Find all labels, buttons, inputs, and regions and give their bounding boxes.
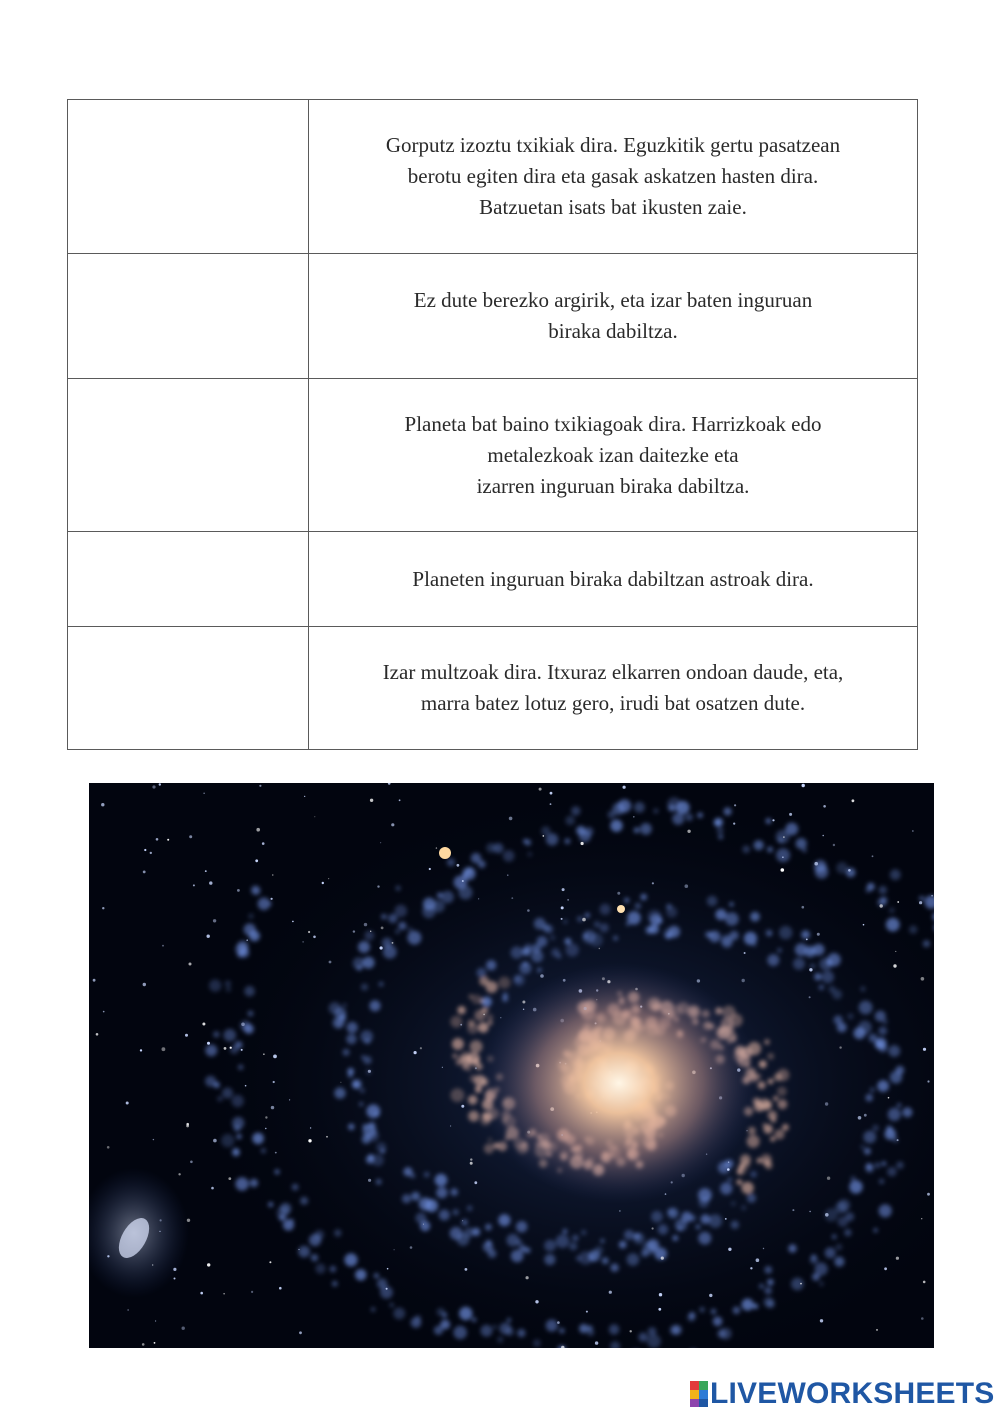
answer-input-3[interactable] <box>68 443 308 468</box>
table-row <box>68 100 918 254</box>
description-cell <box>309 254 918 379</box>
answer-cell[interactable] <box>68 100 309 254</box>
matching-table <box>67 99 918 750</box>
galaxy-image <box>89 783 934 1348</box>
galaxy-illustration <box>89 783 934 1348</box>
description-cell <box>309 100 918 254</box>
answer-cell[interactable] <box>68 532 309 627</box>
answer-input-4[interactable] <box>68 567 308 592</box>
description-text-1: Gorputz izoztu txikiak dira. Eguzkitik gertu pasatzean berotu egiten dira eta gasak askatzen hasten dira. Batzuetan isats bat ikusten zaie. <box>385 133 841 219</box>
description-cell <box>309 379 918 532</box>
answer-input-5[interactable] <box>68 676 308 701</box>
table-row <box>68 379 918 532</box>
answer-cell[interactable] <box>68 627 309 750</box>
answer-input-2[interactable] <box>68 304 308 329</box>
description-cell <box>309 532 918 627</box>
brand-text: LIVEWORKSHEETS <box>710 1377 995 1410</box>
description-cell <box>309 627 918 750</box>
answer-cell[interactable] <box>68 254 309 379</box>
description-text-5: Izar multzoak dira. Itxuraz elkarren ondoan daude, eta, marra batez lotuz gero, irudi bat osatzen dute. <box>382 660 844 715</box>
liveworksheets-logo <box>690 1374 995 1414</box>
answer-input-1[interactable] <box>68 164 308 189</box>
description-text-2: Ez dute berezko argirik, eta izar baten inguruan biraka dabiltza. <box>413 288 813 343</box>
description-text-4: Planeten inguruan biraka dabiltzan astroak dira. <box>412 566 814 591</box>
answer-cell[interactable] <box>68 379 309 532</box>
description-text-3: Planeta bat baino txikiagoak dira. Harrizkoak edo metalezkoak izan daitezke eta izarren inguruan biraka dabiltza. <box>404 411 822 498</box>
table-row <box>68 532 918 627</box>
liveworksheets-logo-icon <box>690 1381 708 1407</box>
table-row <box>68 627 918 750</box>
table-row <box>68 254 918 379</box>
